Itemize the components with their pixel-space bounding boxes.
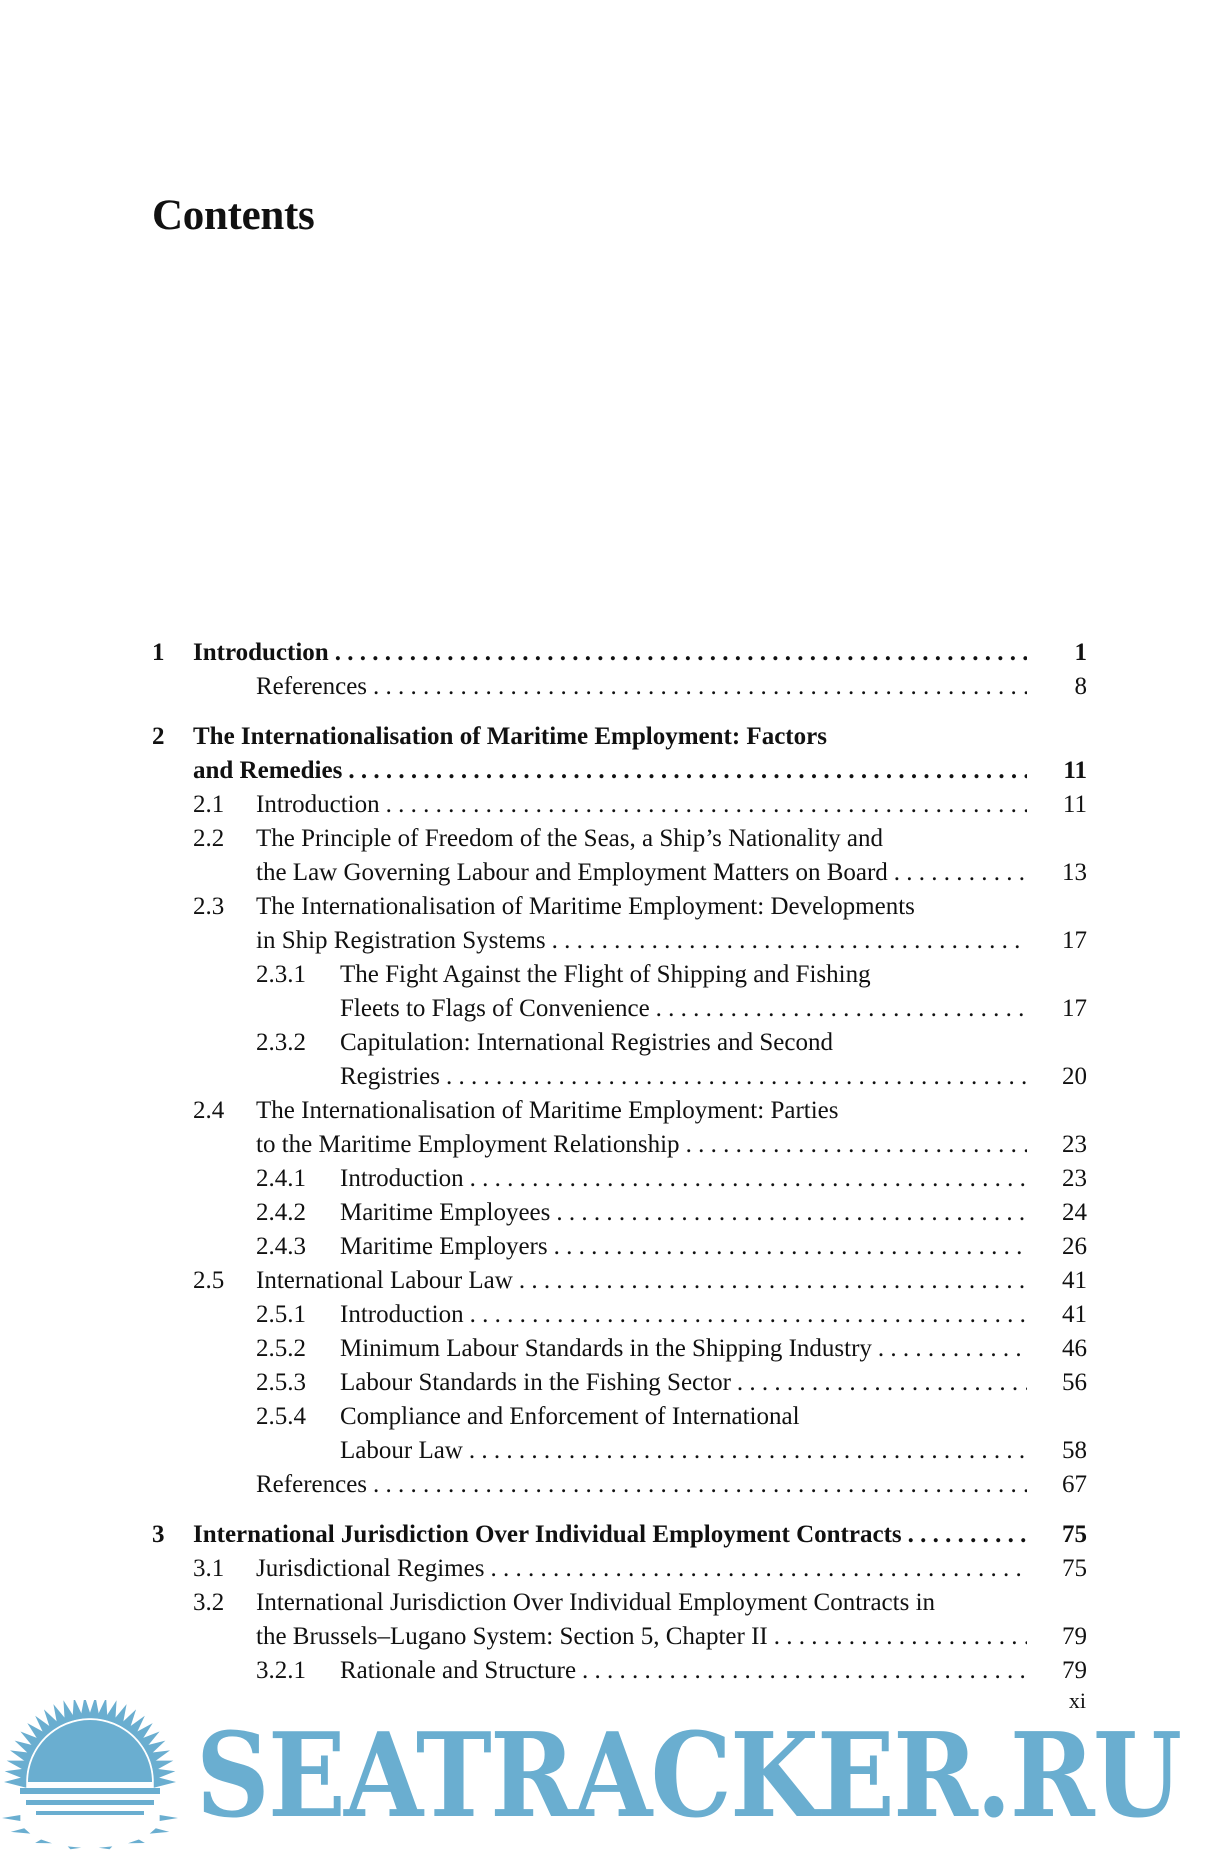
dot-leader — [470, 1298, 1027, 1332]
toc-entry-title: Fleets to Flags of Convenience — [340, 995, 650, 1022]
toc-entry-number: 2.5 — [193, 1267, 225, 1294]
toc-entry[interactable] — [152, 1586, 1087, 1654]
sun-ray — [160, 1815, 178, 1821]
dot-leader — [554, 1230, 1027, 1264]
toc-entry-title: International Jurisdiction Over Individual Employment Contracts in — [256, 1589, 936, 1616]
toc-page-number: 8 — [1074, 673, 1087, 700]
toc-entry-title: the Brussels–Lugano System: Section 5, Chapter II — [256, 1623, 768, 1650]
toc-page-number: 20 — [1062, 1063, 1087, 1090]
toc-entry[interactable] — [152, 1298, 1087, 1332]
toc-entry-number: 2.4 — [193, 1097, 225, 1124]
toc-entry-number: 2 — [152, 723, 165, 750]
dot-leader — [737, 1366, 1027, 1400]
toc-entry-number: 2.2 — [193, 825, 225, 852]
sun-ray — [99, 1846, 113, 1849]
dot-leader — [519, 1264, 1027, 1298]
toc-entry-title: Introduction — [340, 1301, 464, 1328]
toc-entry[interactable] — [152, 890, 1087, 958]
toc-entry-title: the Law Governing Labour and Employment Matters on Board — [256, 859, 888, 886]
toc-entry-number: 2.5.3 — [256, 1369, 306, 1396]
dot-leader — [335, 636, 1027, 670]
toc-entry[interactable] — [152, 636, 1087, 670]
toc-entry-number: 3.2.1 — [256, 1657, 306, 1684]
toc-entry[interactable] — [152, 1552, 1087, 1586]
dot-leader — [552, 924, 1027, 958]
toc-entry-title: Rationale and Structure — [340, 1657, 577, 1684]
toc-page-number: 1 — [1074, 639, 1087, 666]
toc-entry-title: to the Maritime Employment Relationship — [256, 1131, 680, 1158]
dot-leader — [556, 1196, 1027, 1230]
sun-burst-icon — [2, 1700, 178, 1849]
toc-entry-title: in Ship Registration Systems — [256, 927, 546, 954]
toc-entry-title: Jurisdictional Regimes — [256, 1555, 485, 1582]
toc-page-number: 79 — [1062, 1623, 1087, 1650]
toc-entry[interactable] — [152, 1196, 1087, 1230]
dot-leader — [386, 788, 1027, 822]
toc-entry-number: 2.5.1 — [256, 1301, 306, 1328]
dot-leader — [470, 1162, 1027, 1196]
toc-entry[interactable] — [152, 670, 1087, 704]
toc-entry[interactable] — [152, 1264, 1087, 1298]
toc-entry[interactable] — [152, 822, 1087, 890]
toc-entry[interactable] — [152, 1162, 1087, 1196]
toc-section-gap — [152, 704, 1087, 720]
toc-entry-number: 2.5.2 — [256, 1335, 306, 1362]
toc-entry-title: Labour Standards in the Fishing Sector — [340, 1369, 731, 1396]
toc-entry-number: 2.3 — [193, 893, 225, 920]
dot-leader — [582, 1654, 1027, 1688]
dot-leader — [469, 1434, 1027, 1468]
toc-entry[interactable] — [152, 1332, 1087, 1366]
toc-entry[interactable] — [152, 1400, 1087, 1468]
toc-page-number: 24 — [1062, 1199, 1087, 1226]
toc-entry-number: 1 — [152, 639, 165, 666]
watermark-text: SEATRACKER.RU — [196, 1708, 1181, 1844]
toc-entry[interactable] — [152, 958, 1087, 1026]
toc-page-number: 11 — [1063, 757, 1087, 784]
toc-entry-title: Capitulation: International Registries and Second — [340, 1029, 833, 1056]
toc-entry-title: and Remedies — [193, 757, 343, 784]
toc-entry-title: The Principle of Freedom of the Seas, a Ship’s Nationality and — [256, 825, 883, 852]
toc-page-number: 23 — [1062, 1165, 1087, 1192]
toc-entry-title: References — [256, 673, 368, 700]
toc-entry[interactable] — [152, 1094, 1087, 1162]
toc-entry-number: 2.4.3 — [256, 1233, 306, 1260]
toc-page-number: 11 — [1062, 791, 1087, 818]
toc-entry-title: Labour Law — [340, 1437, 463, 1464]
sun-ray — [11, 1828, 31, 1833]
toc-entry[interactable] — [152, 1230, 1087, 1264]
toc-entry-title: Minimum Labour Standards in the Shipping Industry — [340, 1335, 872, 1362]
toc-entry-number: 3.1 — [193, 1555, 225, 1582]
toc-entry-title: International Labour Law — [256, 1267, 513, 1294]
toc-page-number: 17 — [1062, 927, 1087, 954]
dot-leader — [774, 1620, 1027, 1654]
toc-entry-number: 2.4.1 — [256, 1165, 306, 1192]
toc-entry-number: 2.1 — [193, 791, 225, 818]
dot-leader — [446, 1060, 1027, 1094]
toc-page-number: 58 — [1062, 1437, 1087, 1464]
dot-leader — [908, 1518, 1027, 1552]
dot-leader — [656, 992, 1027, 1026]
toc-page-number: 75 — [1062, 1521, 1087, 1548]
dot-leader — [348, 754, 1027, 788]
sun-ray — [154, 1776, 176, 1788]
toc-page-number: 67 — [1062, 1471, 1087, 1498]
toc-entry-title: Introduction — [193, 639, 329, 666]
toc-entry-number: 3 — [152, 1521, 165, 1548]
dot-leader — [878, 1332, 1027, 1366]
toc-entry-title: The Fight Against the Flight of Shipping and Fishing — [340, 961, 871, 988]
toc-entry[interactable] — [152, 788, 1087, 822]
toc-page-number: 46 — [1062, 1335, 1087, 1362]
toc-entry[interactable] — [152, 720, 1087, 788]
sun-ray — [2, 1815, 20, 1821]
toc-entry[interactable] — [152, 1366, 1087, 1400]
toc-entry-title: The Internationalisation of Maritime Employment: Factors — [193, 723, 827, 750]
toc-entry-number: 2.3.1 — [256, 961, 306, 988]
toc-entry-title: Introduction — [340, 1165, 464, 1192]
toc-entry-title: Compliance and Enforcement of International — [340, 1403, 800, 1430]
toc-entry-title: Introduction — [256, 791, 380, 818]
toc-page-number: 56 — [1062, 1369, 1087, 1396]
toc-entry[interactable] — [152, 1026, 1087, 1094]
dot-leader — [373, 670, 1027, 704]
toc-page-number: 79 — [1062, 1657, 1087, 1684]
toc-entry-number: 2.3.2 — [256, 1029, 306, 1056]
toc-section-gap — [152, 1502, 1087, 1518]
page-title: Contents — [152, 191, 315, 239]
toc-page-number: 41 — [1062, 1267, 1087, 1294]
toc-page-number: 13 — [1062, 859, 1087, 886]
toc-entry-title: Maritime Employees — [340, 1199, 551, 1226]
dot-leader — [894, 856, 1027, 890]
toc-entry-number: 2.4.2 — [256, 1199, 306, 1226]
toc-entry-number: 3.2 — [193, 1589, 225, 1616]
dot-leader — [686, 1128, 1027, 1162]
page-number: xi — [1068, 1688, 1086, 1713]
toc-entry[interactable] — [152, 1468, 1087, 1502]
sun-ray — [150, 1828, 170, 1833]
dot-leader — [373, 1468, 1027, 1502]
toc-page-number: 17 — [1062, 995, 1087, 1022]
toc-entry-title: Maritime Employers — [340, 1233, 548, 1260]
dot-leader — [490, 1552, 1027, 1586]
sun-ray — [68, 1846, 82, 1849]
sun-ray — [35, 1839, 52, 1843]
toc-entry-title: International Jurisdiction Over Individual Employment Contracts — [193, 1521, 902, 1548]
toc-entry[interactable] — [152, 1518, 1087, 1552]
toc-page-number: 23 — [1062, 1131, 1087, 1158]
toc-entry[interactable] — [152, 1654, 1087, 1688]
toc-entry-title: The Internationalisation of Maritime Employment: Developments — [256, 893, 915, 920]
toc-page-number: 26 — [1062, 1233, 1087, 1260]
toc-entry-number: 2.5.4 — [256, 1403, 306, 1430]
toc-entry-title: Registries — [340, 1063, 440, 1090]
toc-page-number: 41 — [1062, 1301, 1087, 1328]
toc-entry-title: References — [256, 1471, 368, 1498]
toc-page-number: 75 — [1062, 1555, 1087, 1582]
table-of-contents — [152, 636, 1087, 1688]
toc-entry-title: The Internationalisation of Maritime Employment: Parties — [256, 1097, 839, 1124]
sun-ray — [128, 1839, 145, 1843]
